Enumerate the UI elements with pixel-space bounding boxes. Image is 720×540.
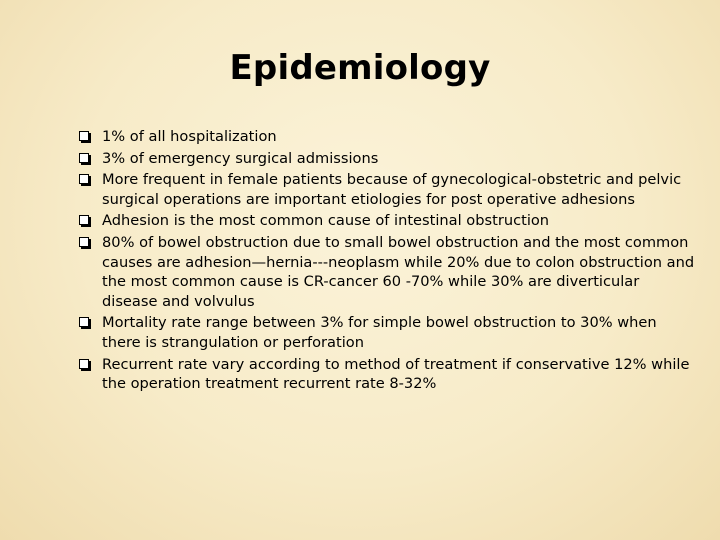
checkbox-square-icon [79, 237, 89, 247]
bullet-item [78, 170, 698, 209]
bullet-list [78, 127, 698, 396]
checkbox-square-icon [79, 317, 89, 327]
checkbox-square-icon [79, 153, 89, 163]
bullet-text: Adhesion is the most common cause of intestinal obstruction [102, 212, 550, 230]
bullet-item [78, 313, 698, 352]
checkbox-square-icon [79, 131, 89, 141]
bullet-item [78, 149, 698, 169]
bullet-text: Recurrent rate vary according to method of treatment if conservative 12% while the operation treatment recurrent rate 8-32% [102, 355, 690, 393]
bullet-text: More frequent in female patients because of gynecological-obstetric and pelvic surgical operations are important etiologies for post operative adhesions [102, 171, 682, 208]
slide-title: Epidemiology [229, 48, 491, 88]
bullet-text: Mortality rate range between 3% for simple bowel obstruction to 30% when there is strangulation or perforation [102, 314, 657, 351]
checkbox-square-icon [79, 359, 89, 369]
bullet-text: 1% of all hospitalization [102, 128, 277, 145]
bullet-item [78, 233, 698, 311]
bullet-item [78, 127, 698, 147]
bullet-item [78, 355, 698, 394]
bullet-text: 80% of bowel obstruction due to small bowel obstruction and the most common causes are adhesion—hernia---neoplasm while 20% due to colon obstruction and the most common cause is CR-cancer 60 -70% while 30% are diverticular disease and volvulus [102, 233, 695, 310]
checkbox-square-icon [79, 174, 89, 184]
bullet-item [78, 211, 698, 231]
bullet-text: 3% of emergency surgical admissions [102, 149, 379, 167]
checkbox-square-icon [79, 215, 89, 225]
